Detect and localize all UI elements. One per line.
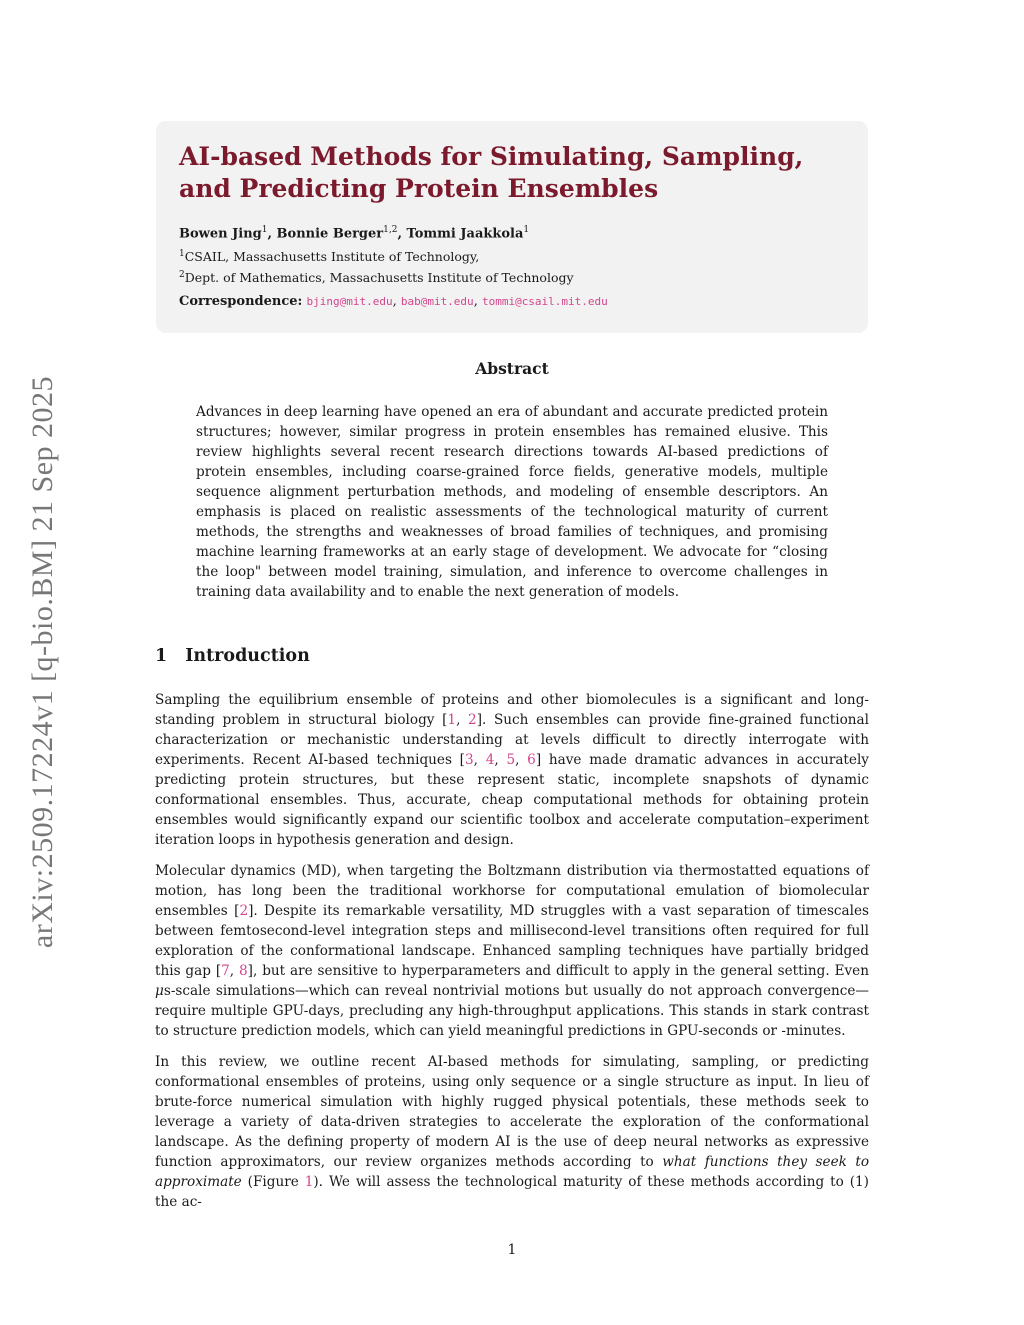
text-run: , <box>515 752 528 768</box>
emphasis-text: what functions they seek to approximate <box>155 1154 870 1190</box>
correspondence-label: Correspondence: <box>179 293 303 309</box>
figure-link[interactable]: 1 <box>304 1174 314 1190</box>
affiliation-line <box>179 245 846 266</box>
citation-link[interactable]: 4 <box>485 752 495 768</box>
text-run: In this review, we outline recent AI-based methods for simulating, sampling, or predicting conformational ensembles of proteins, using only sequence or a single structure as input. In lieu of brute-force numerical simulation with highly rugged physical potentials, these methods seek to leverage a variety of data-driven strategies to accelerate the exploration of the conformational landscape. As the defining property of modern AI is the use of deep neural networks as expressive function approximators, our review organizes methods according to <box>155 1054 869 1170</box>
mu-symbol: μ <box>155 983 164 999</box>
email-link[interactable]: bjing@mit.edu <box>306 294 393 308</box>
citation-link[interactable]: 6 <box>527 752 536 768</box>
text-run: , <box>473 752 486 768</box>
author-name: Tommi Jaakkola <box>406 226 524 242</box>
abstract-heading: Abstract <box>475 359 549 378</box>
text-run: Sampling the equilibrium ensemble of proteins and other biomolecules is a significant and long-standing problem in structural biology [ <box>155 692 869 728</box>
title-block <box>156 121 868 333</box>
text-run: ]. Despite its remarkable versatility, MD struggles with a vast separation of timescales between femtosecond-level integration steps and millisecond-level transitions often required for full exploration of the conformational landscape. Enhanced sampling techniques have partially bridged this gap [ <box>155 903 870 979</box>
title-line-1: AI-based Methods for Simulating, Sampling, <box>179 142 804 171</box>
body-text <box>155 690 869 1223</box>
email-link[interactable]: tommi@csail.mit.edu <box>481 294 608 308</box>
paper-title <box>179 141 846 205</box>
section-heading <box>155 646 310 666</box>
affiliation-sup: 1 <box>179 249 185 260</box>
citation-link[interactable]: 7 <box>221 963 230 979</box>
text-run: , <box>229 963 240 979</box>
arxiv-stamp-text: arXiv:2509.17224v1 [q-bio.BM] 21 Sep 2025 <box>26 375 59 949</box>
author-name: Bowen Jing <box>179 226 262 242</box>
email-link[interactable]: bab@mit.edu <box>400 294 474 308</box>
abstract-text: Advances in deep learning have opened an era of abundant and accurate predicted protein structures; however, similar progress in protein ensembles has remained elusive. This review highlights several recent research directions towards AI-based predictions of protein ensembles, including coarse-grained force fields, generative models, multiple sequence alignment perturbation methods, and modeling of ensemble descriptors. An emphasis is placed on realistic assessments of the technological maturity of current methods, the strengths and weaknesses of broad families of techniques, and promising machine learning frameworks at an early stage of development. We advocate for “closing the loop" between model training, simulation, and inference to overcome challenges in training data availability and to enable the next generation of models. <box>196 404 828 600</box>
text-run: , <box>456 712 469 728</box>
title-line-2: and Predicting Protein Ensembles <box>179 174 659 203</box>
citation-link[interactable]: 1 <box>447 712 457 728</box>
text-run: ] have made dramatic advances in accurately predicting protein structures, but these represent static, incomplete snapshots of dynamic conformational ensembles. Thus, accurate, cheap computational methods for obtaining protein ensembles would significantly expand our scientific toolbox and accelerate computation–experiment iteration loops in hypothesis generation and design. <box>155 752 869 848</box>
citation-link[interactable]: 2 <box>239 903 249 919</box>
page-number: 1 <box>507 1242 517 1258</box>
citation-link[interactable]: 5 <box>506 752 516 768</box>
text-run: , <box>494 752 507 768</box>
affiliation-line <box>179 266 846 287</box>
section-title: Introduction <box>185 646 310 666</box>
text-run: ). We will assess the technological maturity of these methods according to (1) the ac- <box>155 1174 869 1210</box>
section-number: 1 <box>155 646 168 666</box>
author-name: Bonnie Berger <box>276 226 384 242</box>
text-run: (Figure <box>241 1174 305 1190</box>
text-run: s-scale simulations—which can reveal nontrivial motions but usually do not approach convergence—require multiple GPU-days, precluding any high-throughput applications. This stands in stark contrast to structure prediction models, which can yield meaningful predictions in GPU-seconds or -minutes. <box>155 983 869 1039</box>
affiliation-text: CSAIL, Massachusetts Institute of Technology, <box>184 249 480 265</box>
paragraph <box>155 1052 869 1212</box>
paragraph <box>155 690 869 850</box>
text-run: ]. Such ensembles can provide fine-grained functional characterization or mechanistic understanding at levels difficult to directly interrogate with experiments. Recent AI-based techniques [ <box>155 712 869 768</box>
affiliation-sup: 2 <box>179 270 185 281</box>
affiliations <box>179 245 846 287</box>
author-affil-sup: 1 <box>261 225 268 235</box>
paragraph <box>155 861 869 1041</box>
text-run: ], but are sensitive to hyperparameters and difficult to apply in the general setting. Even <box>247 963 869 979</box>
author-affil-sup: 1,2 <box>383 225 398 235</box>
citation-link[interactable]: 8 <box>239 963 248 979</box>
affiliation-text: Dept. of Mathematics, Massachusetts Institute of Technology <box>184 270 574 286</box>
text-run: Molecular dynamics (MD), when targeting the Boltzmann distribution via thermostatted equations of motion, has long been the traditional workhorse for computational emulation of biomolecular ensembles [ <box>155 863 869 919</box>
correspondence-line: Correspondence: bjing@mit.edu, bab@mit.edu, tommi@csail.mit.edu <box>179 293 608 309</box>
author-list: Bowen Jing$^1$, Bonnie Berger$^{1,2}$, Tommi Jaakkola$^1$ <box>179 225 530 242</box>
citation-link[interactable]: 2 <box>468 712 477 728</box>
citation-link[interactable]: 3 <box>464 752 474 768</box>
author-affil-sup: 1 <box>523 225 530 235</box>
